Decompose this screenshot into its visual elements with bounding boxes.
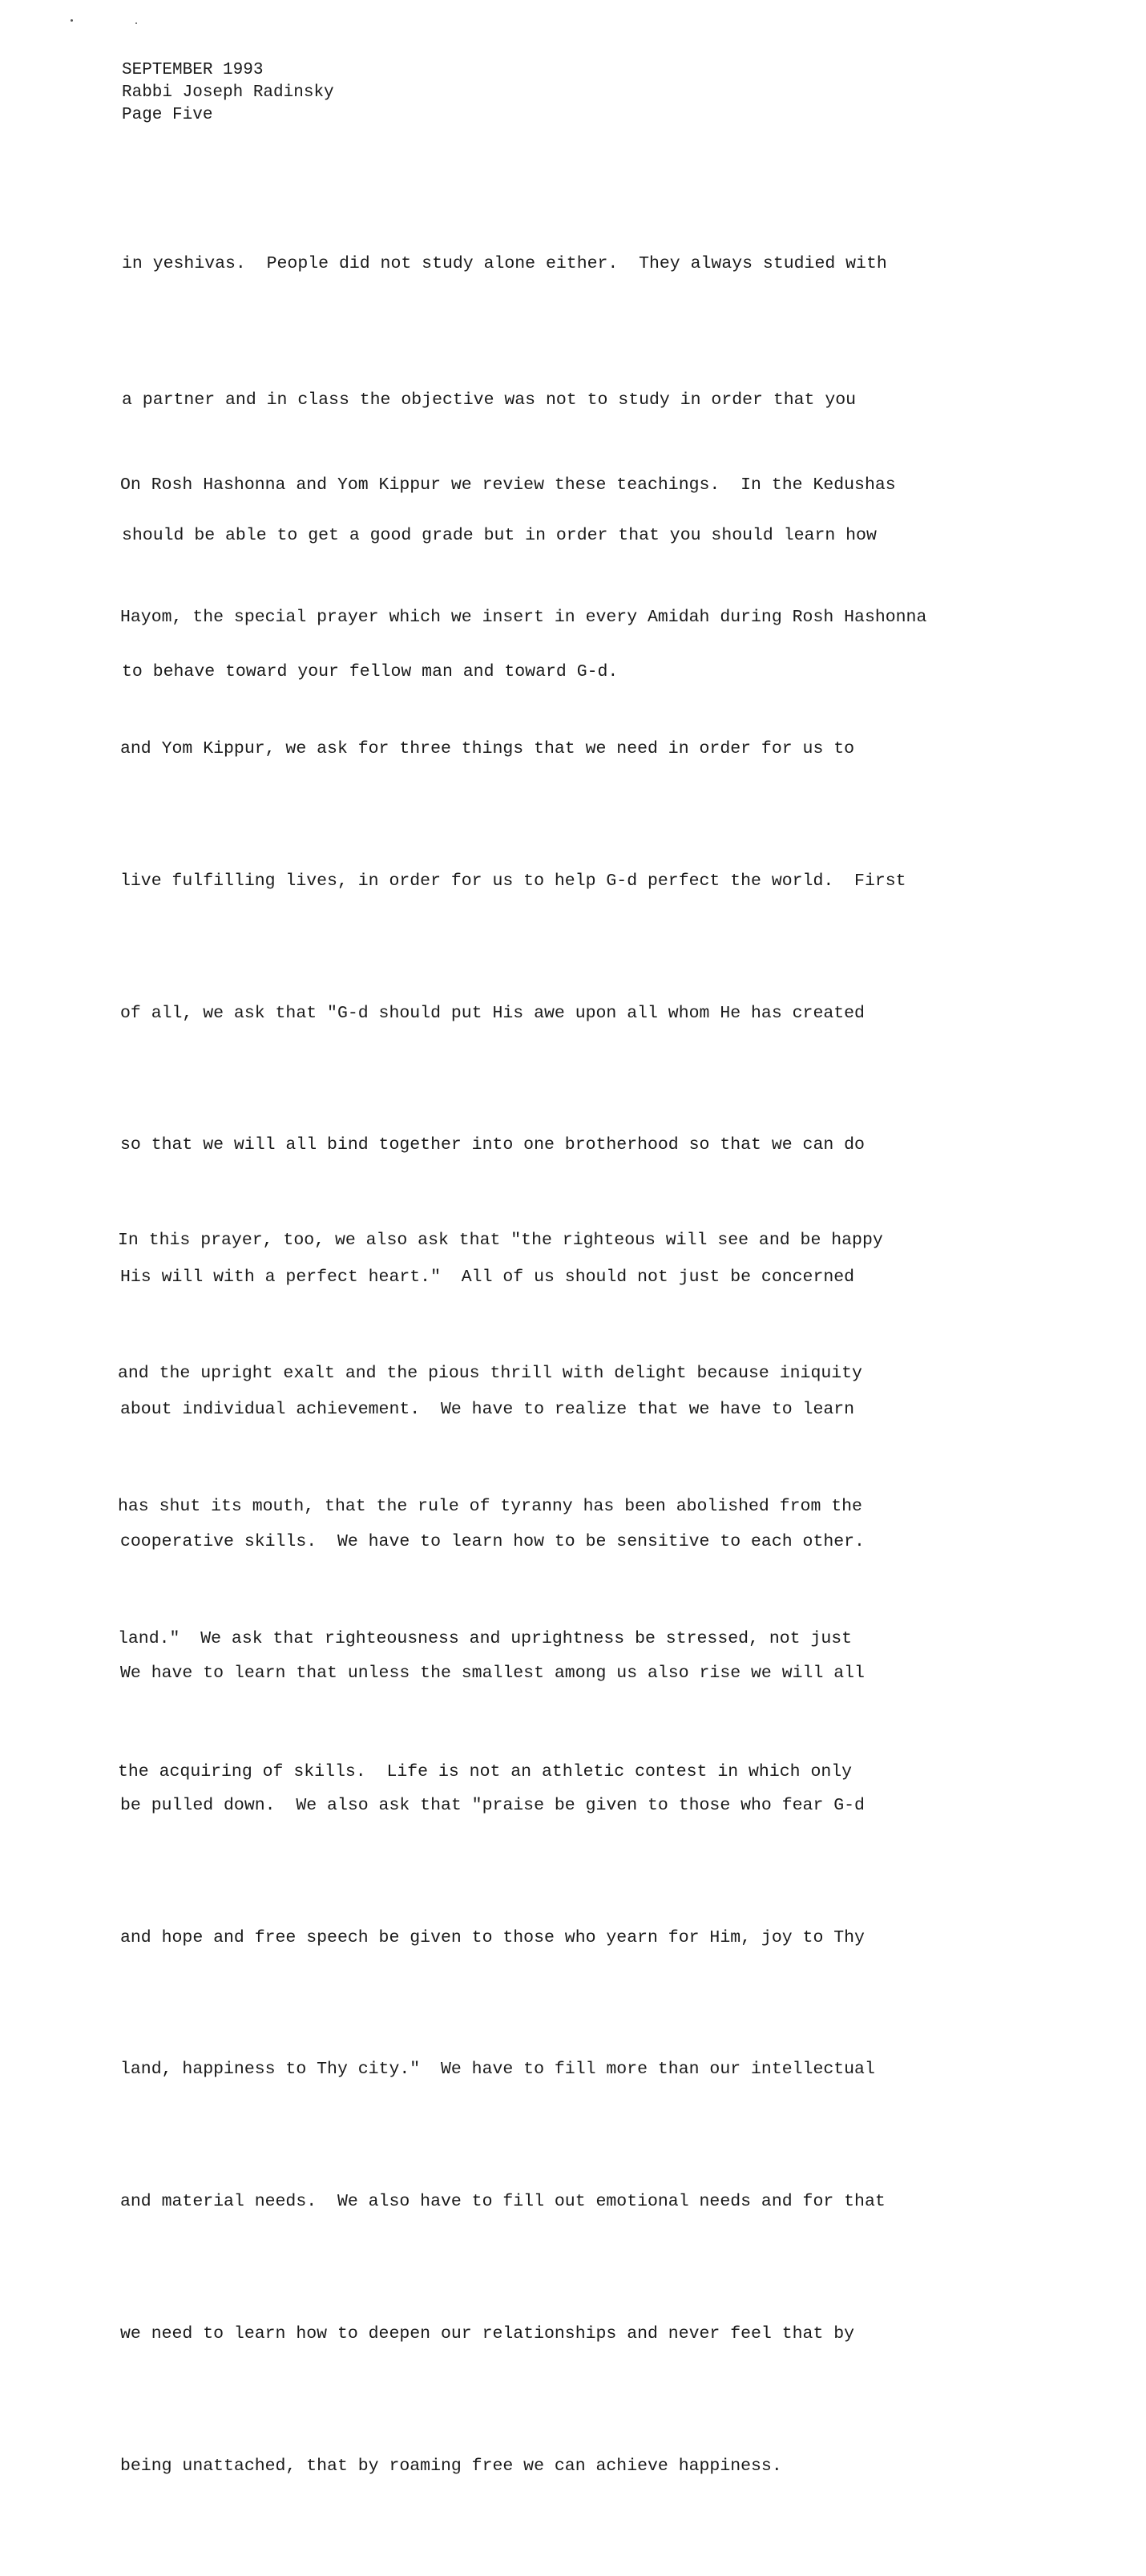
- text-line: and the upright exalt and the pious thrill with delight because iniquity: [118, 1364, 862, 1384]
- letter-header: [122, 59, 334, 127]
- text-line: be pulled down. We also ask that "praise be given to those who fear G-d: [120, 1796, 865, 1815]
- text-line: and Yom Kippur, we ask for three things that we need in order for us to: [120, 739, 855, 759]
- text-line: a partner and in class the objective was not to study in order that you: [122, 390, 857, 410]
- text-line: Hayom, the special prayer which we insert in every Amidah during Rosh Hashonna: [120, 607, 927, 627]
- text-line: On Rosh Hashonna and Yom Kippur we review these teachings. In the Kedushas: [120, 475, 896, 495]
- text-line: live fulfilling lives, in order for us to help G-d perfect the world. First: [120, 871, 906, 891]
- text-line: so that we will all bind together into one brotherhood so that we can do: [120, 1135, 865, 1155]
- text-line: the acquiring of skills. Life is not an athletic contest in which only: [118, 1761, 853, 1781]
- text-line: in yeshivas. People did not study alone either. They always studied with: [122, 254, 887, 273]
- text-line: we need to learn how to deepen our relationships and never feel that by: [120, 2323, 855, 2343]
- text-line: cooperative skills. We have to learn how to be sensitive to each other.: [120, 1531, 865, 1551]
- text-line: and material needs. We also have to fill out emotional needs and for that: [120, 2192, 886, 2212]
- header-date: SEPTEMBER 1993: [122, 61, 264, 79]
- scan-speck: [71, 19, 73, 22]
- text-line: should be able to get a good grade but in order that you should learn how: [122, 526, 877, 545]
- text-line: land." We ask that righteousness and uprightness be stressed, not just: [118, 1629, 853, 1649]
- scan-speck: [135, 22, 137, 24]
- text-line: In this prayer, too, we also ask that "the righteous will see and be happy: [118, 1231, 883, 1251]
- header-author: Rabbi Joseph Radinsky: [122, 83, 334, 102]
- text-line: about individual achievement. We have to realize that we have to learn: [120, 1399, 855, 1419]
- text-line: of all, we ask that "G-d should put His awe upon all whom He has created: [120, 1003, 865, 1023]
- text-line: and hope and free speech be given to those who yearn for Him, joy to Thy: [120, 1927, 865, 1947]
- body-paragraph-3: [118, 1130, 883, 1882]
- text-line: His will with a perfect heart." All of us should not just be concerned: [120, 1268, 855, 1288]
- text-line: We have to learn that unless the smallest among us also rise we will all: [120, 1664, 865, 1684]
- text-line: land, happiness to Thy city." We have to fill more than our intellectual: [120, 2060, 875, 2080]
- text-line: has shut its mouth, that the rule of tyranny has been abolished from the: [118, 1496, 862, 1516]
- header-page-number: Page Five: [122, 106, 213, 124]
- text-line: to behave toward your fellow man and toward G-d.: [122, 661, 619, 681]
- text-line: being unattached, that by roaming free we can achieve happiness.: [120, 2456, 782, 2476]
